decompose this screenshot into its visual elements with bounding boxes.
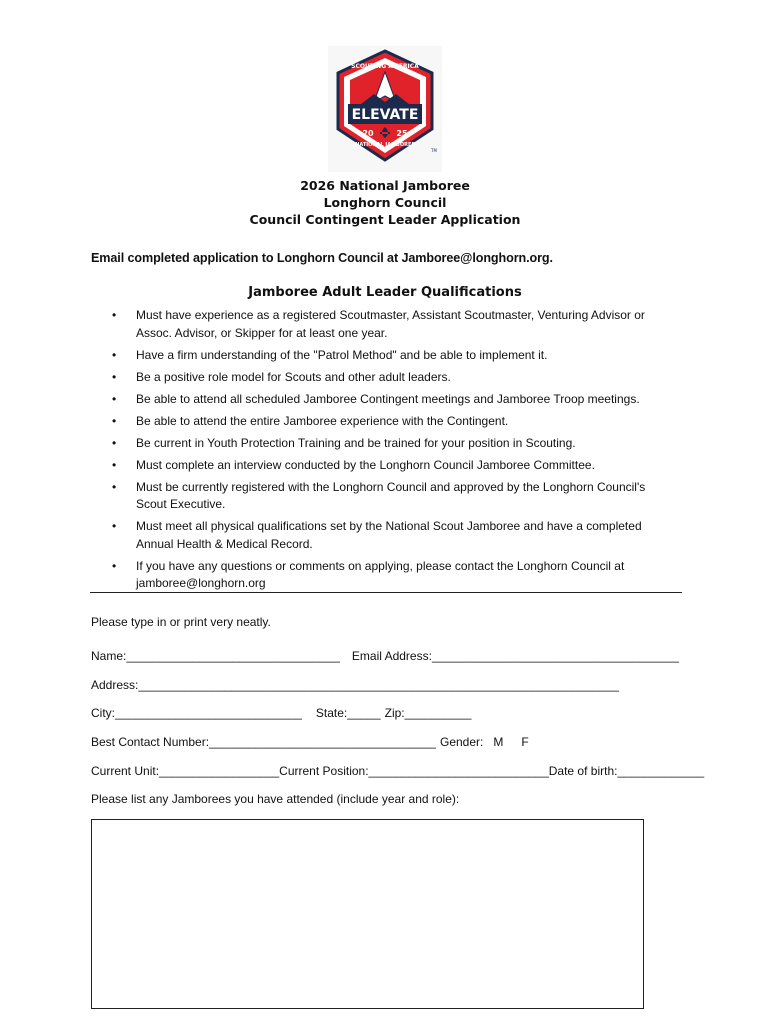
dob-field[interactable]: _____________ <box>617 764 705 778</box>
position-label: Current Position: <box>279 764 369 778</box>
contact-gender-row <box>91 735 529 749</box>
contact-label: Best Contact Number: <box>91 735 210 749</box>
unit-position-dob-row <box>91 764 704 778</box>
qualification-item: • Have a firm understanding of the "Patrol Method" and be able to implement it. <box>110 347 670 365</box>
zip-field[interactable]: __________ <box>404 706 472 720</box>
logo-year-right: 25 <box>396 129 408 138</box>
bullet-icon: • <box>112 391 117 406</box>
bullet-icon: • <box>112 558 117 573</box>
qualification-item: • Be able to attend the entire Jamboree experience with the Contingent. <box>110 413 670 431</box>
qualification-item: • If you have any questions or comments on applying, please contact the Longhorn Council at jamboree@longhorn.org <box>112 558 625 590</box>
jamborees-prompt: Please list any Jamborees you have attended (include year and role): <box>91 792 460 806</box>
city-label: City: <box>91 706 115 720</box>
contact-field[interactable]: __________________________________ <box>209 735 436 749</box>
qualification-item: • Must meet all physical qualifications set by the National Scout Jamboree and have a completed Annual Health & Medical Record. <box>112 519 642 551</box>
jamborees-attended-textarea[interactable] <box>91 819 644 1009</box>
logo-wordmark: ELEVATE <box>351 107 419 123</box>
header-line-2: Longhorn Council <box>323 195 447 210</box>
name-field[interactable]: ________________________________ <box>126 649 340 663</box>
bullet-icon: • <box>112 369 117 384</box>
section-divider <box>90 592 682 593</box>
bullet-icon: • <box>112 519 117 533</box>
qualification-item: • Must complete an interview conducted by the Longhorn Council Jamboree Committee. <box>110 457 670 475</box>
qualification-item: • Be able to attend all scheduled Jamboree Contingent meetings and Jamboree Troop meetings. <box>110 391 670 409</box>
document-header <box>0 177 770 228</box>
header-line-3: Council Contingent Leader Application <box>249 212 521 227</box>
dob-label: Date of birth: <box>548 764 618 778</box>
bullet-icon: • <box>112 479 117 494</box>
state-field[interactable]: _____ <box>347 706 381 720</box>
bullet-icon: • <box>112 347 117 362</box>
name-label: Name: <box>91 649 127 663</box>
city-state-zip-row <box>91 706 471 720</box>
unit-label: Current Unit: <box>91 764 160 778</box>
zip-label: Zip: <box>384 706 405 720</box>
address-field[interactable]: ________________________________________________________________________ <box>138 678 619 692</box>
qualification-item: • Must have experience as a registered Scoutmaster, Assistant Scoutmaster, Venturing Advisor or Assoc. Advisor, or Skipper for at least one year. <box>112 308 645 340</box>
logo-tm: TM <box>431 148 437 153</box>
unit-field[interactable]: __________________ <box>159 764 280 778</box>
header-line-1: 2026 National Jamboree <box>300 178 470 193</box>
name-email-row <box>91 649 679 663</box>
qualification-item: • Be current in Youth Protection Training and be trained for your position in Scouting. <box>110 435 670 453</box>
position-field[interactable]: ___________________________ <box>368 764 549 778</box>
bullet-icon: • <box>112 457 117 472</box>
elevate-jamboree-logo-icon <box>328 46 442 172</box>
bullet-icon: • <box>112 308 117 322</box>
email-label: Email Address: <box>351 649 432 663</box>
email-field[interactable]: _____________________________________ <box>431 649 679 663</box>
logo-year-left: 20 <box>362 129 374 138</box>
qualifications-title: Jamboree Adult Leader Qualifications <box>248 285 522 300</box>
logo-arc-top: SCOUTING AMERICA <box>351 63 419 70</box>
address-label: Address: <box>91 678 139 692</box>
email-instruction: Email completed application to Longhorn Council at Jamboree@longhorn.org. <box>91 251 553 265</box>
state-label: State: <box>315 706 348 720</box>
gender-option-f[interactable]: F <box>521 735 529 749</box>
form-intro: Please type in or print very neatly. <box>91 615 271 629</box>
bullet-icon: • <box>112 435 117 450</box>
gender-option-m[interactable]: M <box>493 735 504 749</box>
logo-arc-bottom: NATIONAL JAMBOREE <box>355 142 415 148</box>
address-row <box>91 678 619 692</box>
qualification-item: • Be a positive role model for Scouts and other adult leaders. <box>110 369 670 387</box>
qualification-item: • Must be currently registered with the Longhorn Council and approved by the Longhorn Council's Scout Executive. <box>112 479 646 511</box>
city-field[interactable]: ____________________________ <box>115 706 302 720</box>
qualifications-list <box>110 307 670 597</box>
bullet-icon: • <box>112 413 117 428</box>
gender-label: Gender: <box>439 735 484 749</box>
